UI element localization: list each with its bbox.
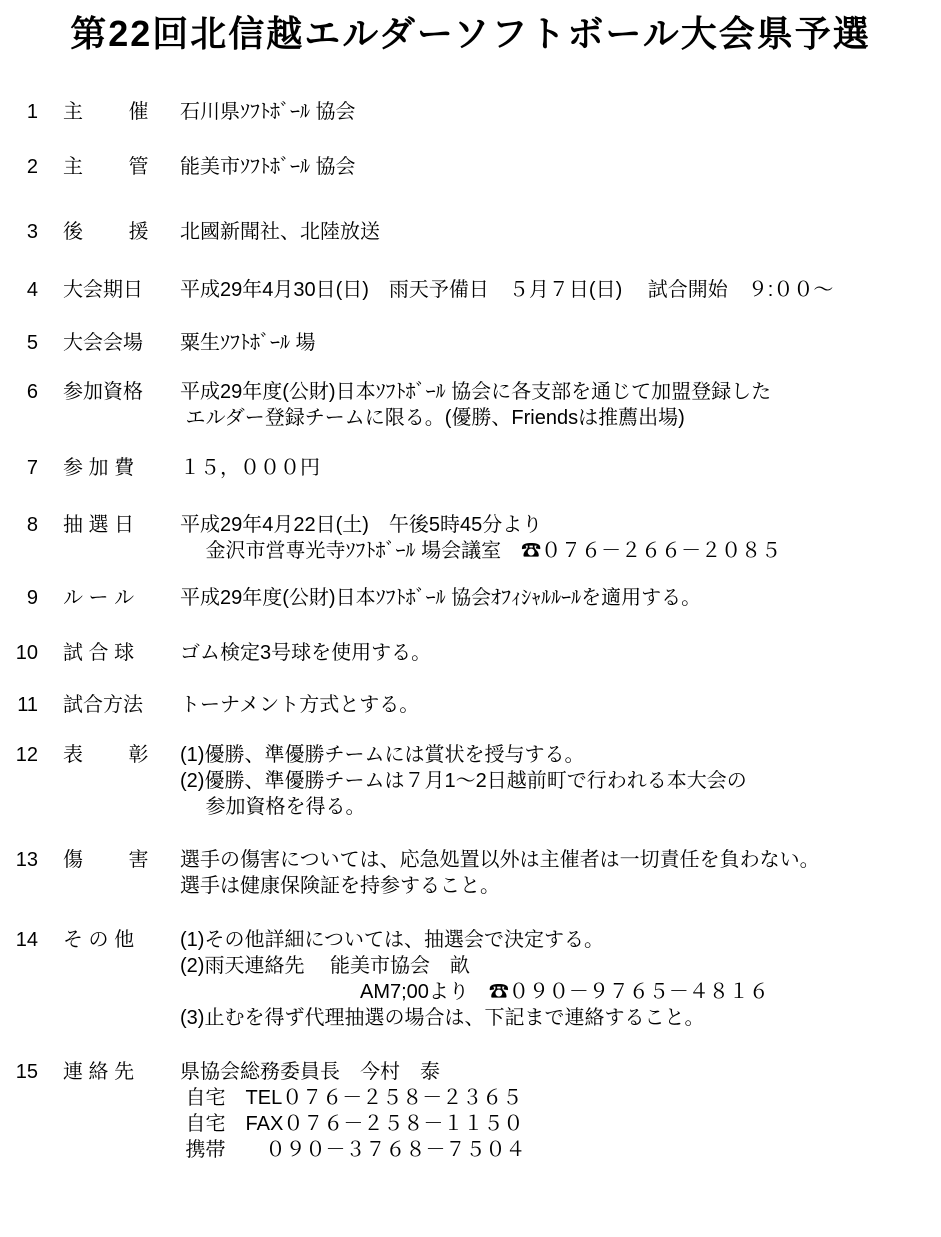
item-label: ル ー ル (63, 587, 135, 609)
item-number: 5 (26, 332, 38, 354)
item-content (180, 330, 316, 356)
item-line: 粟生ｿﾌﾄﾎﾞｰﾙ 場 (180, 332, 316, 354)
item-label: 傷 害 (63, 849, 149, 871)
item-content (180, 742, 747, 820)
item-row-15 (0, 1059, 526, 1163)
item-line: 平成29年4月30日(日) 雨天予備日 ５月７日(日) 試合開始 ９:００～ (180, 279, 834, 301)
item-label: 大会会場 (63, 332, 143, 354)
item-content (180, 1059, 526, 1163)
item-label: 主 催 (63, 101, 149, 123)
item-row-5 (0, 330, 316, 356)
item-line-with-phone-icon: 金沢市営専光寺ｿﾌﾄﾎﾞｰﾙ 場会議室 ☎０７６－２６６－２０８５ (180, 540, 782, 562)
item-number: 1 (26, 101, 38, 123)
item-line: (1)優勝、準優勝チームには賞状を授与する。 (180, 744, 585, 766)
item-line: (1)その他詳細については、抽選会で決定する。 (180, 929, 605, 951)
item-line: 北國新聞社、北陸放送 (180, 221, 380, 243)
item-content (180, 512, 781, 564)
item-line: 携帯 ０９０－３７６８－７５０４ (180, 1139, 526, 1161)
item-line: 能美市ｿﾌﾄﾎﾞｰﾙ 協会 (180, 156, 356, 178)
item-label: 表 彰 (63, 744, 149, 766)
item-label: 大会期日 (63, 279, 143, 301)
item-line: 選手は健康保険証を持参すること。 (180, 875, 500, 897)
item-number: 9 (26, 587, 38, 609)
item-number: 14 (15, 929, 38, 951)
item-line: 平成29年度(公財)日本ｿﾌﾄﾎﾞｰﾙ 協会ｵﾌｨｼｬﾙﾙｰﾙを適用する。 (180, 587, 702, 609)
item-content (180, 455, 320, 481)
item-content (180, 154, 356, 180)
item-row-13 (0, 847, 820, 899)
item-content (180, 277, 833, 303)
item-row-6 (0, 379, 771, 431)
item-content (180, 219, 380, 245)
item-row-9 (0, 585, 701, 611)
item-line: 県協会総務委員長 今村 泰 (180, 1061, 440, 1083)
item-content (180, 585, 701, 611)
item-content (180, 692, 419, 718)
item-row-10 (0, 640, 431, 666)
item-content (180, 640, 431, 666)
item-row-14 (0, 927, 769, 1031)
item-row-7 (0, 455, 320, 481)
item-content (180, 99, 356, 125)
item-line: 自宅 FAX０７６－２５８－１１５０ (180, 1113, 524, 1135)
item-line: ゴム検定3号球を使用する。 (180, 642, 432, 664)
item-line: エルダー登録チームに限る。(優勝、Friendsは推薦出場) (180, 407, 685, 429)
item-content (180, 927, 769, 1031)
item-label: 連 絡 先 (63, 1061, 135, 1083)
item-label: 参加資格 (63, 381, 143, 403)
item-row-1 (0, 99, 356, 125)
item-line: 平成29年度(公財)日本ｿﾌﾄﾎﾞｰﾙ 協会に各支部を通じて加盟登録した (180, 381, 772, 403)
item-number: 10 (15, 642, 38, 664)
item-row-3 (0, 219, 380, 245)
item-label: そ の 他 (63, 929, 135, 951)
item-content (180, 379, 771, 431)
item-line: トーナメント方式とする。 (180, 694, 420, 716)
item-row-4 (0, 277, 833, 303)
item-number: 11 (17, 694, 38, 716)
item-row-12 (0, 742, 747, 820)
item-label: 試合方法 (63, 694, 143, 716)
item-line: 石川県ｿﾌﾄﾎﾞｰﾙ 協会 (180, 101, 356, 123)
item-line: 自宅 TEL０７６－２５８－２３６５ (180, 1087, 523, 1109)
item-number: 2 (26, 156, 38, 178)
item-number: 15 (15, 1061, 38, 1083)
item-line: 選手の傷害については、応急処置以外は主催者は一切責任を負わない。 (180, 849, 820, 871)
item-line-with-phone-icon: AM7;00より ☎０９０－９７６５－４８１６ (180, 981, 769, 1003)
item-line: (3)止むを得ず代理抽選の場合は、下記まで連絡すること。 (180, 1007, 705, 1029)
item-line: (2)優勝、準優勝チームは７月1～2日越前町で行われる本大会の (180, 770, 747, 792)
item-label: 試 合 球 (63, 642, 135, 664)
item-number: 3 (26, 221, 38, 243)
item-label: 抽 選 日 (63, 514, 135, 536)
item-row-11 (0, 692, 419, 718)
item-number: 13 (15, 849, 38, 871)
item-line: 参加資格を得る。 (180, 796, 366, 818)
item-line: １５，０００円 (180, 457, 320, 479)
item-row-2 (0, 154, 356, 180)
item-number: 12 (15, 744, 38, 766)
document-title: 第22回北信越エルダーソフトボール大会県予選 (70, 13, 871, 54)
item-label: 参 加 費 (63, 457, 135, 479)
item-label: 主 管 (63, 156, 149, 178)
item-label: 後 援 (63, 221, 149, 243)
item-line: (2)雨天連絡先 能美市協会 畝 (180, 955, 470, 977)
item-number: 7 (26, 457, 38, 479)
item-number: 8 (26, 514, 38, 536)
item-line: 平成29年4月22日(土) 午後5時45分より (180, 514, 543, 536)
item-content (180, 847, 820, 899)
item-number: 4 (26, 279, 38, 301)
item-row-8 (0, 512, 781, 564)
item-number: 6 (26, 381, 38, 403)
